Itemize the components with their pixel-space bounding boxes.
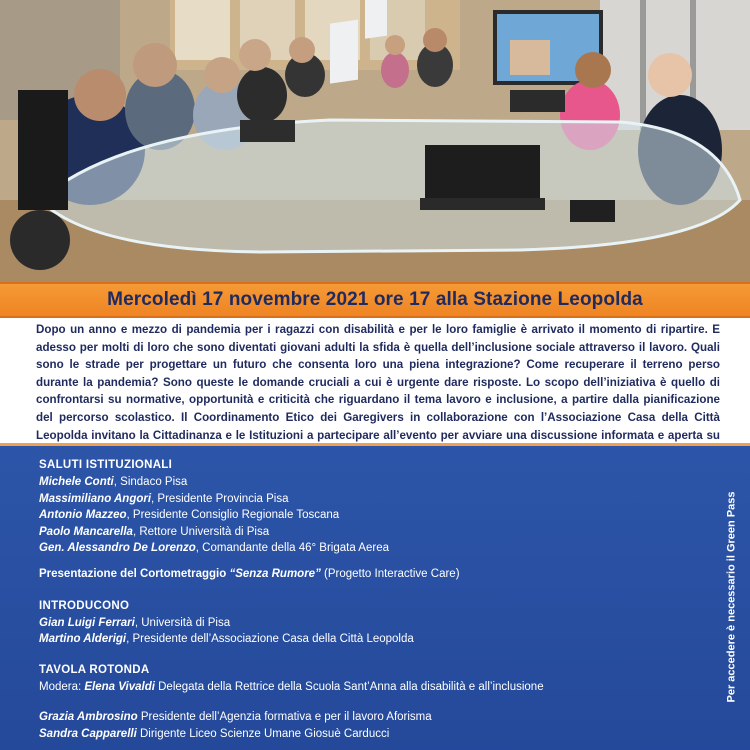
speaker-role: , Presidente dell’Associazione Casa della Città Leopolda [126,633,414,646]
speaker-name: Sandra Capparelli [39,727,137,740]
speaker-name: Massimiliano Angori [39,492,152,505]
presentation-note: (Progetto Interactive Care) [320,567,460,580]
speaker-line [39,507,699,524]
speaker-name: Paolo Mancarella [39,525,133,538]
moderator-line [39,679,699,696]
section-title-introducono: INTRODUCONO [39,599,130,612]
moderator-role: Delegata della Rettrice della Scuola Sant’Anna alla disabilità e all’inclusione [154,680,544,693]
speaker-role: , Sindaco Pisa [113,476,188,488]
film-title: “Senza Rumore” [229,567,321,580]
speaker-line [39,540,699,557]
speaker-name: Gian Luigi Ferrari [39,616,135,629]
speaker-name: Gen. Alessandro De Lorenzo [39,542,196,555]
speaker-role: Presidente dell’Agenzia formativa e per il lavoro Aforisma [137,711,432,724]
speaker-line [39,726,699,743]
speaker-line [39,709,699,726]
event-date-location: Mercoledì 17 novembre 2021 ore 17 alla Stazione Leopolda [107,289,643,310]
program-panel [0,443,750,750]
speaker-role: Dirigente Liceo Scienze Umane Giosuè Carducci [136,727,390,740]
program-list [39,457,699,743]
section-title-tavola: TAVOLA ROTONDA [39,663,150,676]
meeting-room-photo [0,0,750,282]
speaker-role: , Comandante della 46° Brigata Aerea [195,542,389,555]
section-title-saluti: SALUTI ISTITUZIONALI [39,459,173,471]
intro-paragraph: Dopo un anno e mezzo di pandemia per i ragazzi con disabilità e per le loro famiglie è arrivato il momento di ripartire. E adesso per molti di loro che sono diventati giovani adulti la sfida è quella dell’inclusione sociale attraverso il lavoro. Quali sono le strade per progettare un futuro che consenta loro una piena integrazione? Come recuperare il terreno perso durante la pandemia? Sono queste le domande cruciali a cui è urgente dare risposte. Lo scopo dell’iniziativa è quello di confrontarsi su normative, opportunità e criticità che riguardano il tema lavoro e inclusione, a partire dalla pianificazione del percorso scolastico. Il Coordinamento Etico dei Garegivers in collaborazione con l’Associazione Casa della Città Leopolda invitano la Cittadinanza e le Istituzioni a partecipare all’evento per avviare una discussione informata e aperta su [36,323,720,442]
speaker-role: , Università di Pisa [134,616,231,629]
speaker-line [39,474,699,491]
speaker-name: Grazia Ambrosino [39,711,138,724]
speaker-role: , Presidente Provincia Pisa [151,492,289,505]
moderator-label: Modera: [39,680,85,693]
speaker-line [39,631,699,648]
presentation-label: Presentazione del Cortometraggio [39,567,230,580]
speaker-line [39,491,699,508]
moderator-name: Elena Vivaldi [84,680,155,693]
speaker-line [39,524,699,541]
speaker-role: , Presidente Consiglio Regionale Toscana [126,509,340,522]
film-presentation [39,566,699,583]
event-photo [0,0,750,282]
date-banner [0,282,750,318]
speaker-name: Antonio Mazzeo [39,509,127,522]
green-pass-note [716,443,746,750]
speaker-line [39,615,699,632]
speaker-name: Michele Conti [39,476,114,488]
speaker-name: Martino Alderigi [39,633,127,646]
green-pass-text: Per accedere è necessario il Green Pass [725,491,738,702]
speaker-role: , Rettore Università di Pisa [132,525,270,538]
